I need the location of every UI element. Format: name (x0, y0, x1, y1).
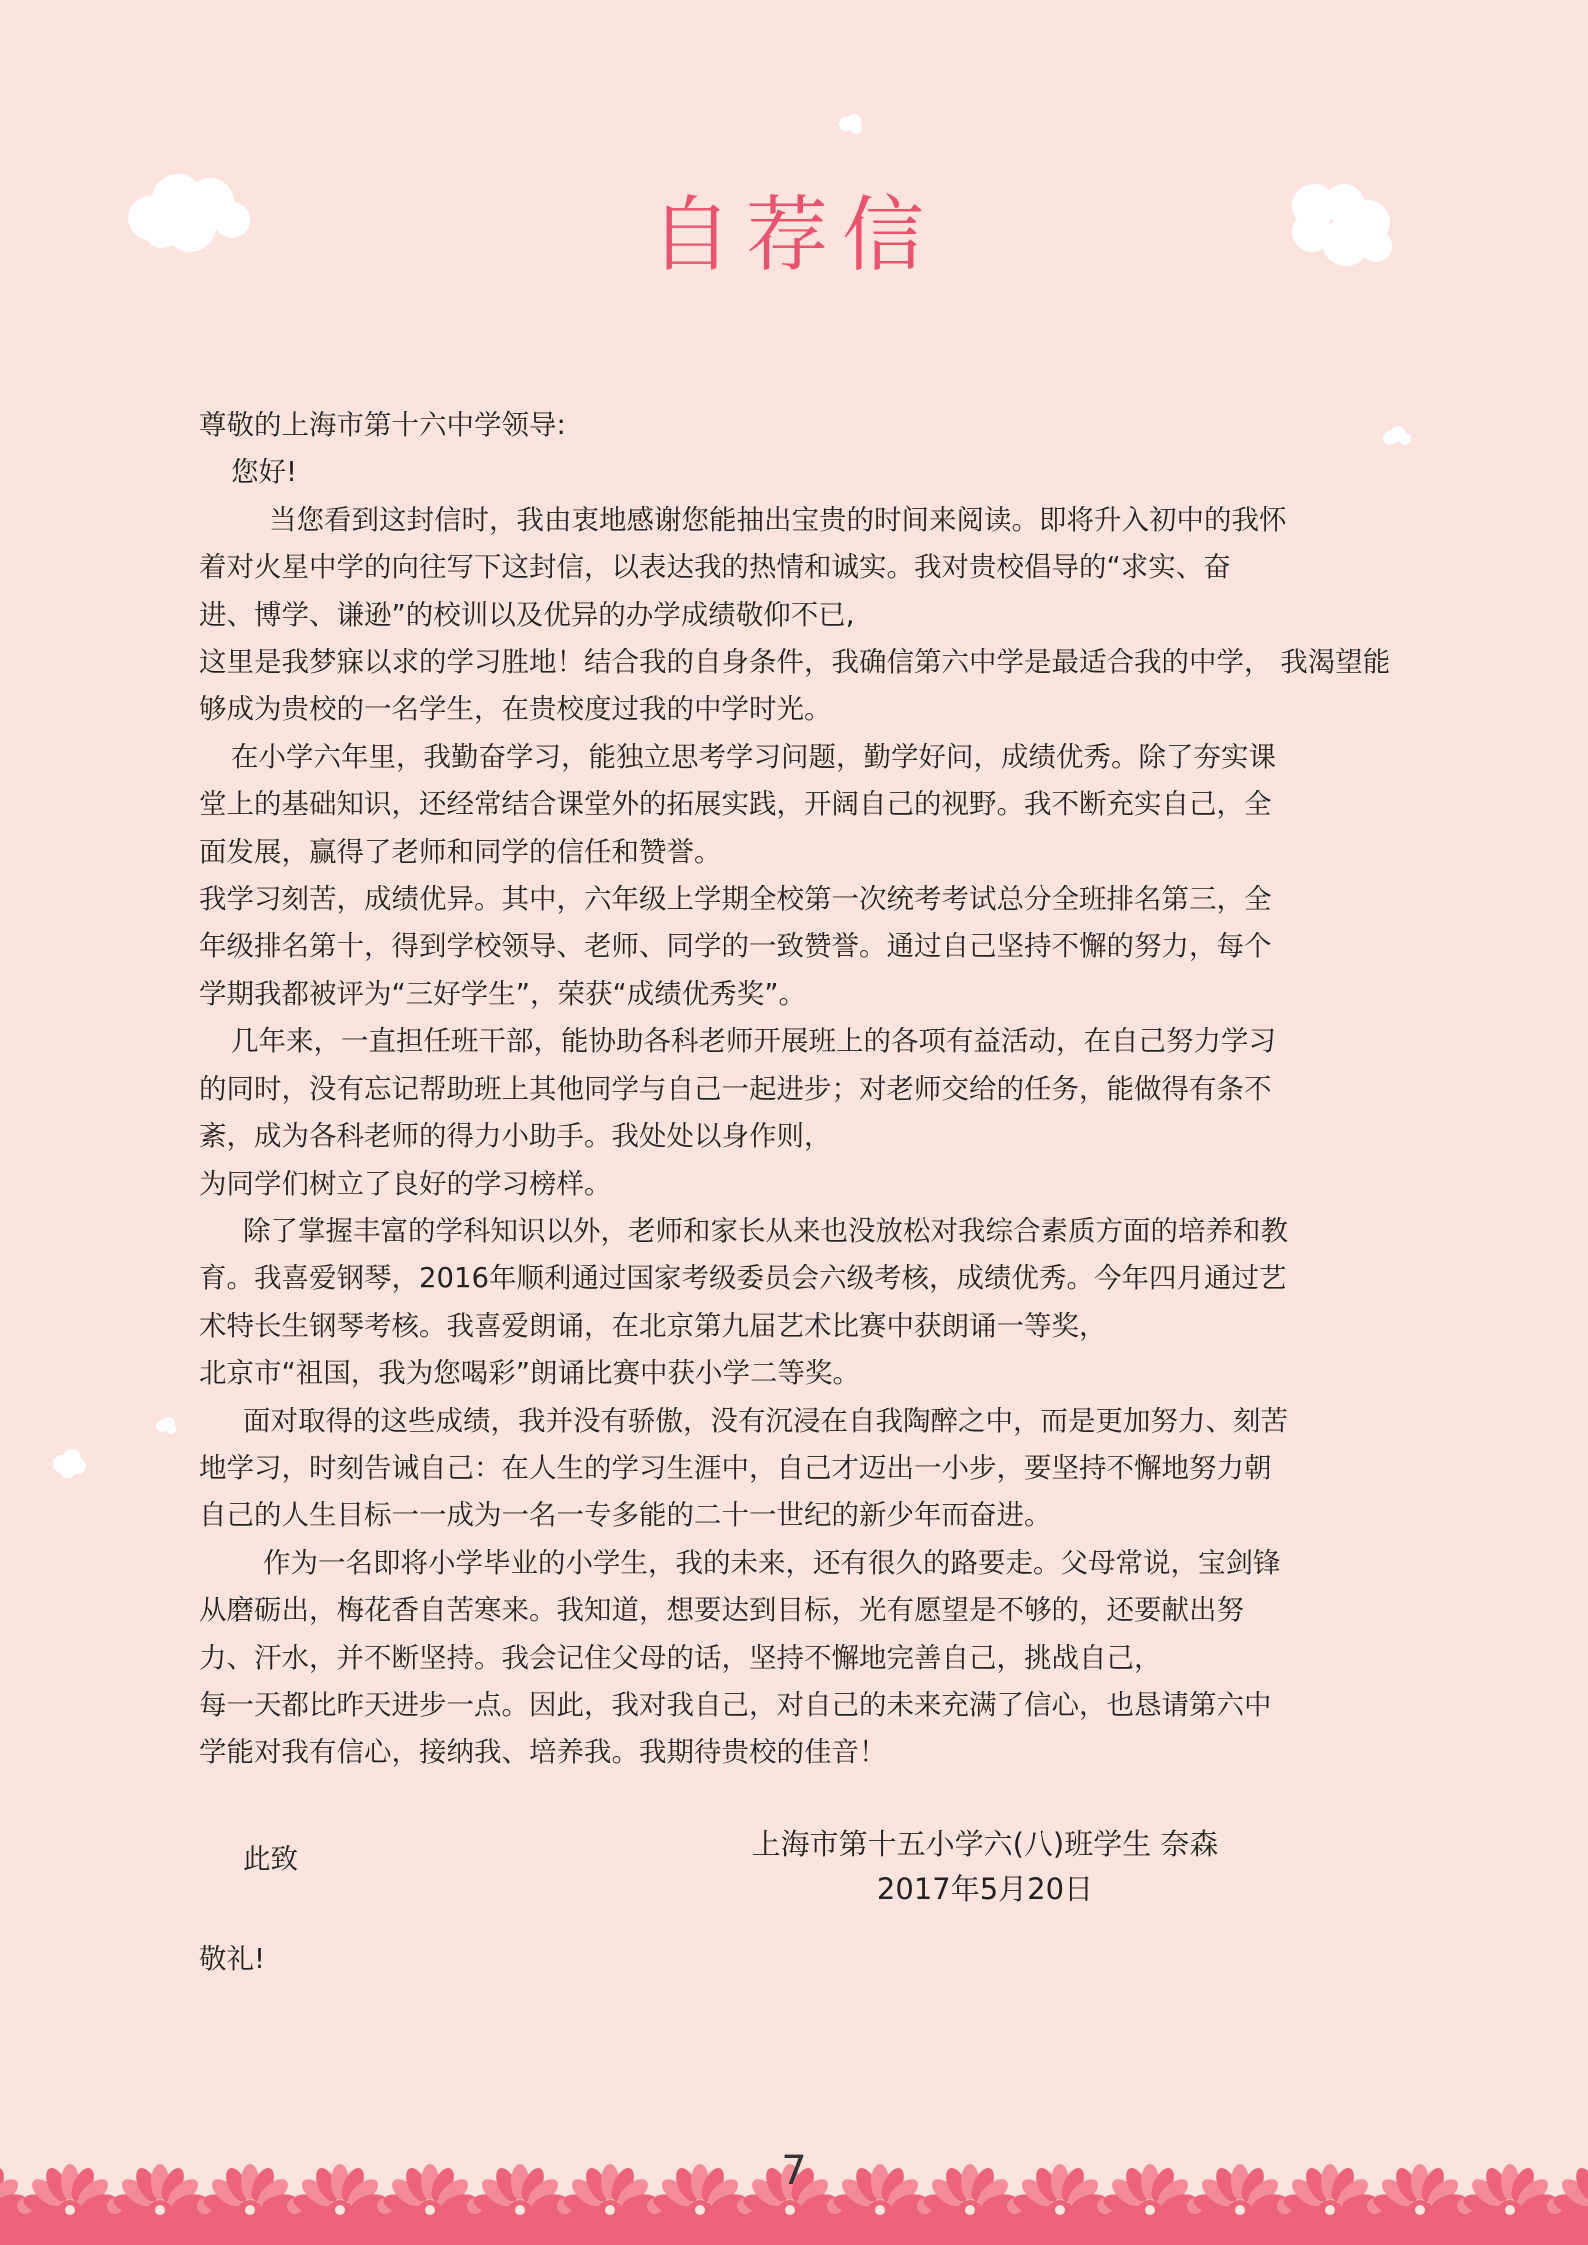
letter-title: 自荐信 (649, 188, 938, 283)
cloud-decoration-small-left-1 (152, 1414, 182, 1438)
letter-line: 为同学们树立了良好的学习榜样。 (199, 1167, 612, 1200)
greeting: 您好! (231, 456, 298, 489)
letter-line: 年级排名第十，得到学校领导、老师、同学的一致赞誉。通过自己坚持不懈的努力，每个 (199, 930, 1272, 963)
signature: 上海市第十五小学六(八)班学生 奈森 (751, 1827, 1219, 1861)
signature-block (700, 1822, 1270, 1912)
letter-line: 几年来，一直担任班干部，能协助各科老师开展班上的各项有益活动，在自己努力学习 (231, 1025, 1276, 1058)
letter-line: 面对取得的这些成绩，我并没有骄傲，没有沉浸在自我陶醉之中，而是更加努力、刻苦 (243, 1404, 1288, 1437)
date: 2017年5月20日 (876, 1872, 1094, 1906)
letter-line: 育。我喜爱钢琴，2016年顺利通过国家考级委员会六级考核，成绩优秀。今年四月通过艺 (199, 1262, 1287, 1295)
cloud-decoration-small-top (836, 112, 866, 136)
letter-line: 每一天都比昨天进步一点。因此，我对我自己，对自己的未来充满了信心，也恳请第六中 (199, 1688, 1272, 1721)
letter-line: 除了掌握丰富的学科知识以外，老师和家长从来也没放松对我综合素质方面的培养和教 (243, 1214, 1288, 1247)
letter-line: 学期我都被评为“三好学生”，荣获“成绩优秀奖”。 (199, 977, 806, 1010)
letter-line: 着对火星中学的向往写下这封信，以表达我的热情和诚实。我对贵校倡导的“求实、奋 (199, 551, 1231, 584)
letter-line: 面发展，赢得了老师和同学的信任和赞誉。 (199, 835, 722, 868)
letter-line: 力、汗水，并不断坚持。我会记住父母的话，坚持不懈地完善自己，挑战自己， (199, 1641, 1162, 1674)
letter-body (199, 402, 1389, 1777)
letter-line: 学能对我有信心，接纳我、培养我。我期待贵校的佳音！ (199, 1736, 887, 1769)
page-number: 7 (781, 2148, 807, 2194)
letter-line: 从磨砺出，梅花香自苦寒来。我知道，想要达到目标，光有愿望是不够的，还要献出努 (199, 1594, 1244, 1627)
letter-line: 当您看到这封信时，我由衷地感谢您能抽出宝贵的时间来阅读。即将升入初中的我怀 (269, 503, 1287, 536)
letter-line: 堂上的基础知识，还经常结合课堂外的拓展实践，开阔自己的视野。我不断充实自己，全 (199, 788, 1272, 821)
letter-line: 我学习刻苦，成绩优异。其中，六年级上学期全校第一次统考考试总分全班排名第三，全 (199, 883, 1272, 916)
closing: 此致 (243, 1843, 298, 1875)
letter-line: 进、博学、谦逊”的校训以及优异的办学成绩敬仰不已, (199, 598, 855, 631)
letter-line: 的同时，没有忘记帮助班上其他同学与自己一起进步；对老师交给的任务，能做得有条不 (199, 1072, 1272, 1105)
letter-line: 这里是我梦寐以求的学习胜地！结合我的自身条件，我确信第六中学是最适合我的中学， 我渴望能 (199, 646, 1391, 679)
letter-line: 地学习，时刻告诫自己：在人生的学习生涯中，自己才迈出一小步，要坚持不懈地努力朝 (199, 1451, 1272, 1484)
letter-line: 够成为贵校的一名学生，在贵校度过我的中学时光。 (199, 693, 832, 726)
cloud-decoration-small-left-2 (48, 1446, 92, 1480)
letter-line: 术特长生钢琴考核。我喜爱朗诵，在北京第九届艺术比赛中获朗诵一等奖， (199, 1309, 1107, 1342)
regards: 敬礼! (199, 1943, 266, 1975)
letter-line: 作为一名即将小学毕业的小学生，我的未来，还有很久的路要走。父母常说，宝剑锋 (263, 1546, 1281, 1579)
letter-line: 紊，成为各科老师的得力小助手。我处处以身作则， (199, 1120, 832, 1153)
letter-line: 自己的人生目标一一成为一名一专多能的二十一世纪的新少年而奋进。 (199, 1499, 1052, 1532)
letter-line: 北京市“祖国，我为您喝彩”朗诵比赛中获小学二等奖。 (199, 1357, 860, 1390)
letter-line: 在小学六年里，我勤奋学习，能独立思考学习问题，勤学好问，成绩优秀。除了夯实课 (231, 740, 1276, 773)
salutation: 尊敬的上海市第十六中学领导: (199, 409, 566, 441)
